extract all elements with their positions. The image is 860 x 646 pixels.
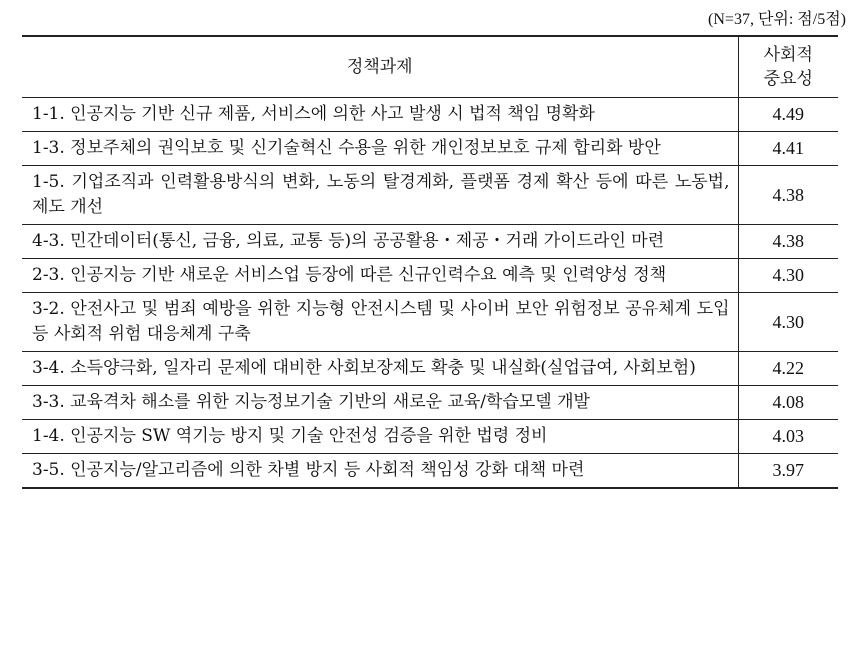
table-row [22, 225, 838, 259]
score-cell: 4.49 [738, 98, 838, 132]
table-row [22, 293, 838, 352]
policy-importance-table [22, 35, 838, 489]
column-header-score-line1: 사회적 [763, 45, 813, 65]
task-cell: 1-1. 인공지능 기반 신규 제품, 서비스에 의한 사고 발생 시 법적 책임 명확화 [22, 98, 738, 132]
table-row [22, 352, 838, 386]
table-row [22, 132, 838, 166]
task-cell: 1-5. 기업조직과 인력활용방식의 변화, 노동의 탈경계화, 플랫폼 경제 확산 등에 따른 노동법, 제도 개선 [22, 166, 738, 225]
table-row [22, 166, 838, 225]
column-header-score-line2: 중요성 [763, 69, 813, 89]
table-header [22, 36, 838, 98]
task-cell: 3-5. 인공지능/알고리즘에 의한 차별 방지 등 사회적 책임성 강화 대책 마련 [22, 454, 738, 489]
task-cell: 3-2. 안전사고 및 범죄 예방을 위한 지능형 안전시스템 및 사이버 보안 위험정보 공유체계 도입 등 사회적 위험 대응체계 구축 [22, 293, 738, 352]
table-row [22, 420, 838, 454]
table-row [22, 259, 838, 293]
score-cell: 4.41 [738, 132, 838, 166]
score-cell: 4.22 [738, 352, 838, 386]
table-row [22, 454, 838, 489]
score-cell: 4.30 [738, 293, 838, 352]
column-header-score [738, 36, 838, 98]
table-body [22, 98, 838, 489]
task-cell: 1-3. 정보주체의 권익보호 및 신기술혁신 수용을 위한 개인정보보호 규제 합리화 방안 [22, 132, 738, 166]
table-row [22, 98, 838, 132]
table-row [22, 386, 838, 420]
score-cell: 4.30 [738, 259, 838, 293]
column-header-task: 정책과제 [22, 36, 738, 98]
unit-note: (N=37, 단위: 점/5점) [708, 11, 846, 28]
score-cell: 4.08 [738, 386, 838, 420]
score-cell: 3.97 [738, 454, 838, 489]
task-cell: 4-3. 민간데이터(통신, 금융, 의료, 교통 등)의 공공활용・제공・거래 가이드라인 마련 [22, 225, 738, 259]
score-cell: 4.38 [738, 166, 838, 225]
task-cell: 1-4. 인공지능 SW 역기능 방지 및 기술 안전성 검증을 위한 법령 정비 [22, 420, 738, 454]
task-cell: 3-4. 소득양극화, 일자리 문제에 대비한 사회보장제도 확충 및 내실화(실업급여, 사회보험) [22, 352, 738, 386]
task-cell: 2-3. 인공지능 기반 새로운 서비스업 등장에 따른 신규인력수요 예측 및 인력양성 정책 [22, 259, 738, 293]
task-cell: 3-3. 교육격차 해소를 위한 지능정보기술 기반의 새로운 교육/학습모델 개발 [22, 386, 738, 420]
score-cell: 4.38 [738, 225, 838, 259]
score-cell: 4.03 [738, 420, 838, 454]
